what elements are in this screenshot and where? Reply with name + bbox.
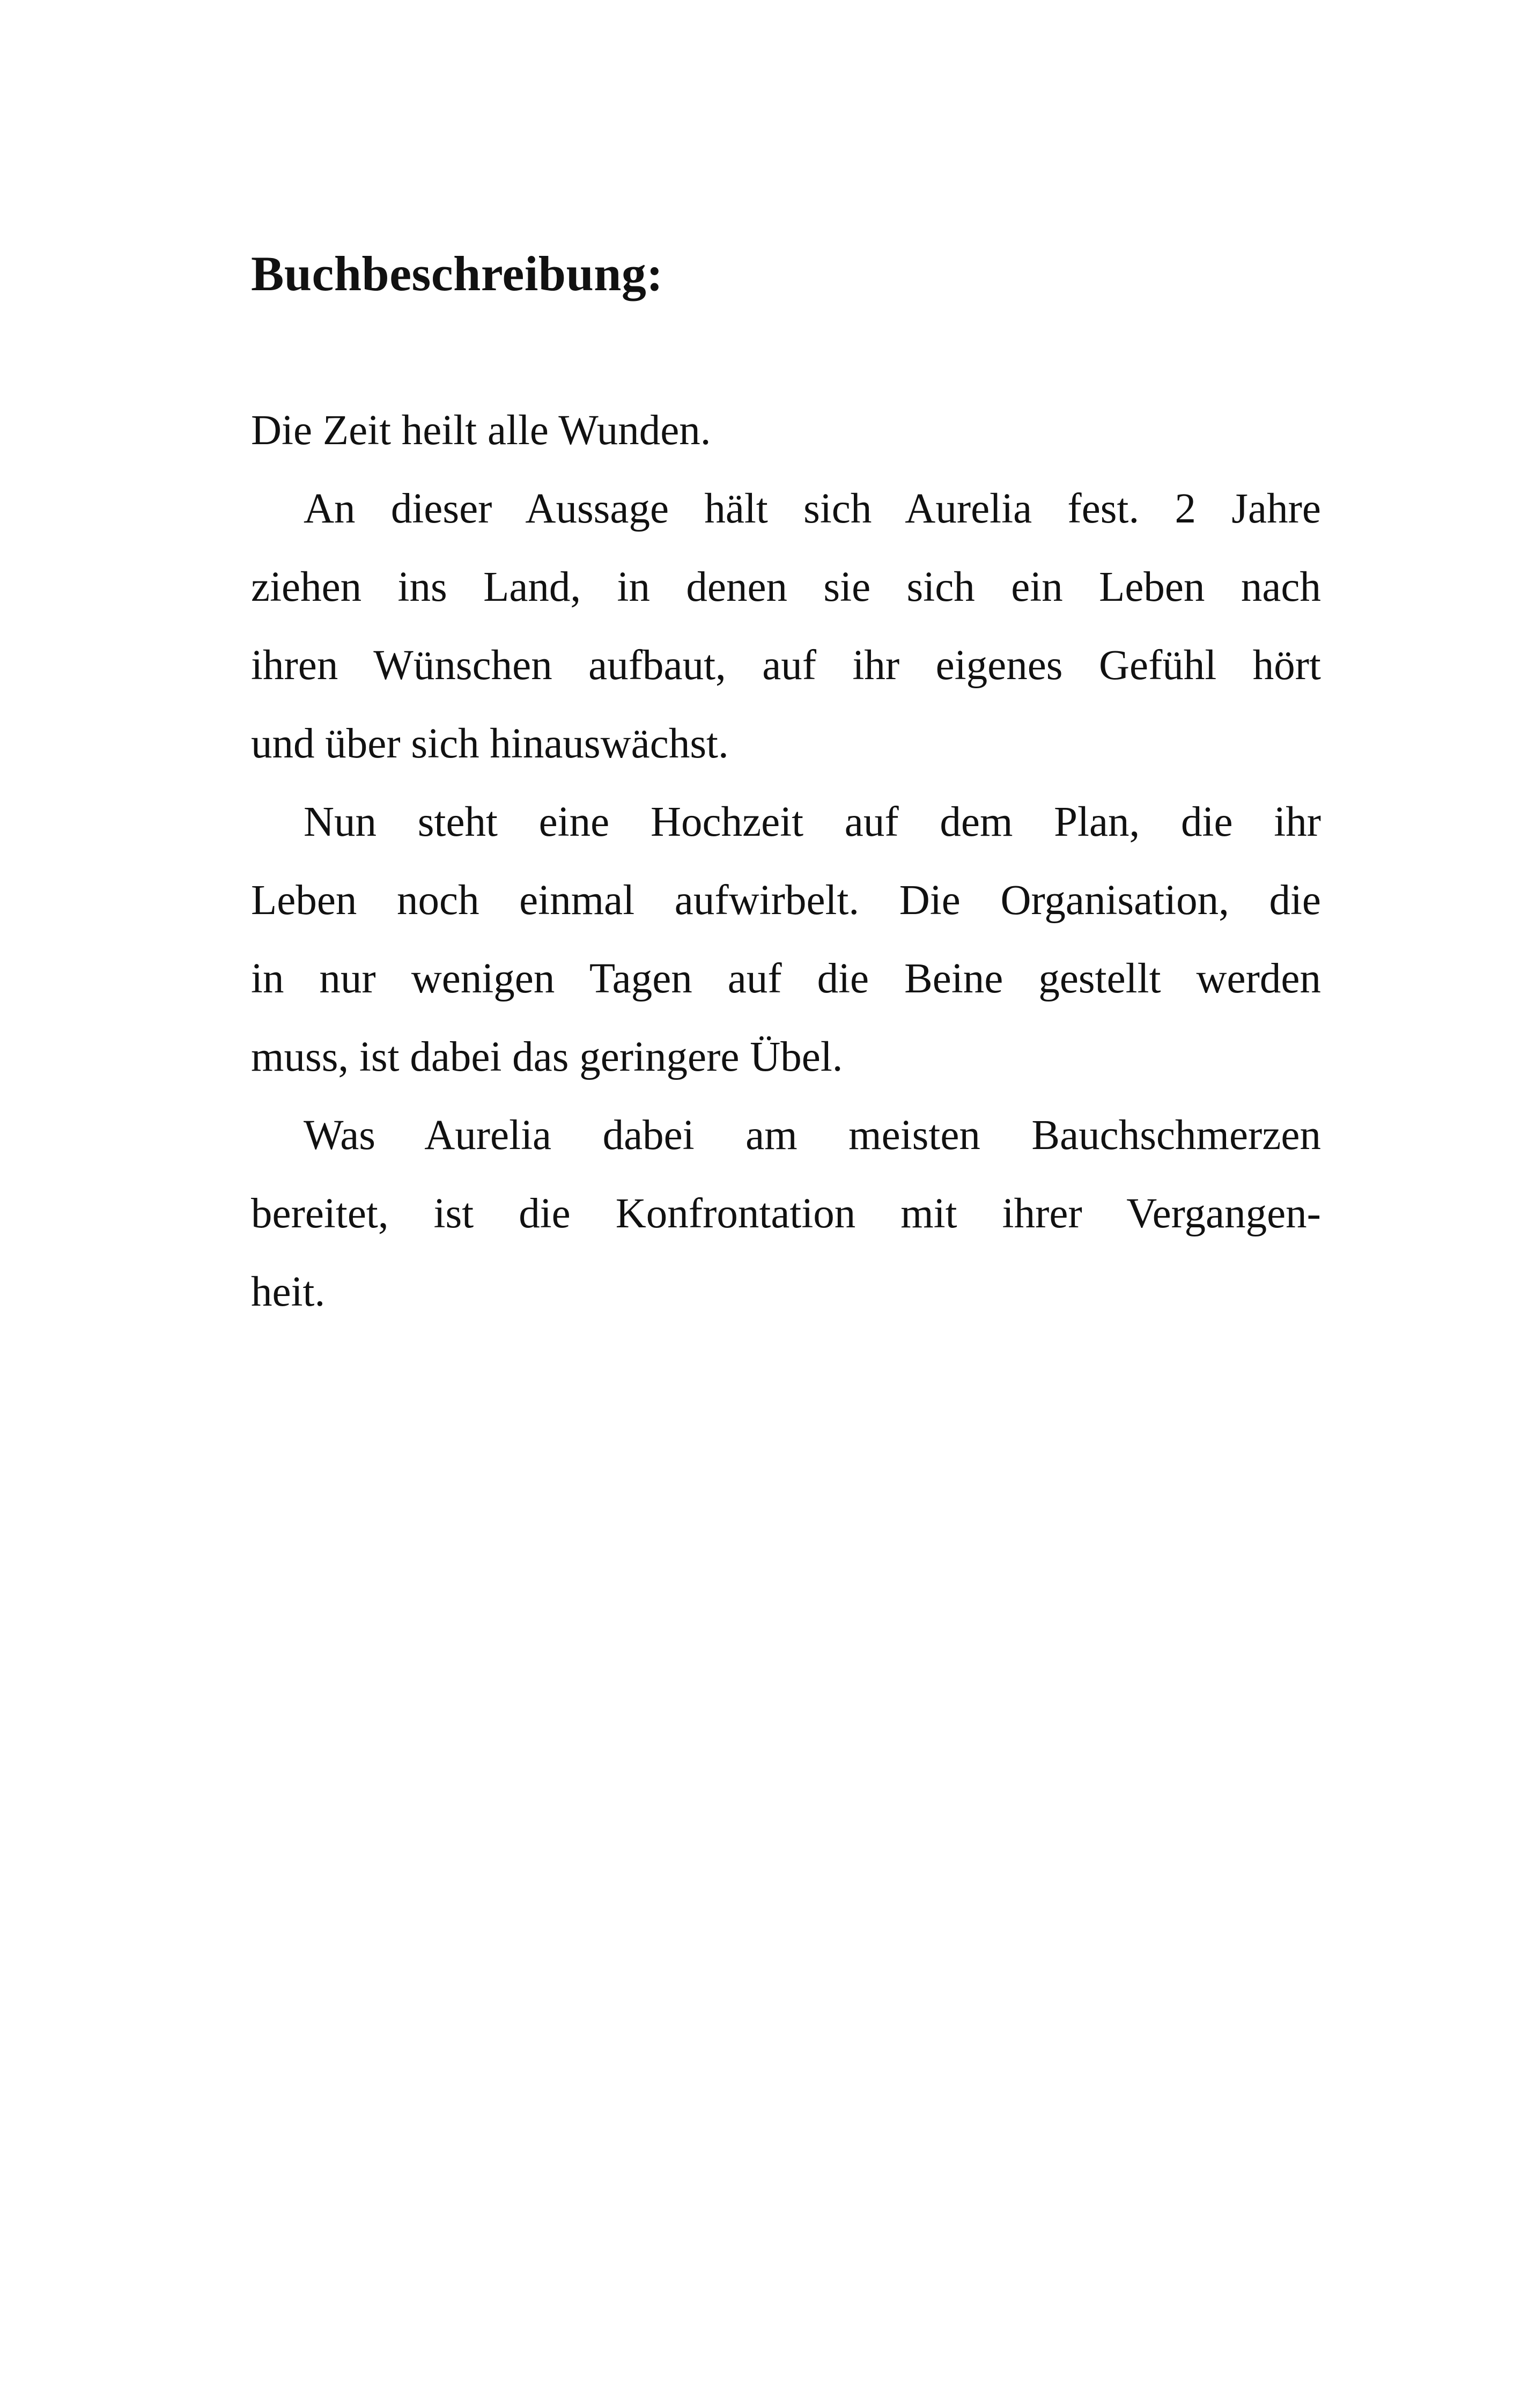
opening-line: Die Zeit heilt alle Wunden. bbox=[251, 407, 711, 454]
page-content bbox=[251, 236, 1321, 1331]
text-line: in nur wenigen Tagen auf die Beine gestellt werden bbox=[251, 955, 1321, 1002]
text-line: Nun steht eine Hochzeit auf dem Plan, die ihr bbox=[304, 799, 1321, 845]
text-line: Was Aurelia dabei am meisten Bauchschmerzen bbox=[304, 1112, 1321, 1159]
text-line: An dieser Aussage hält sich Aurelia fest. 2 Jahre bbox=[304, 485, 1321, 532]
text-line: ziehen ins Land, in denen sie sich ein Leben nach bbox=[251, 564, 1321, 610]
paragraph-1 bbox=[251, 470, 1321, 783]
paragraph-2 bbox=[251, 783, 1321, 1096]
page-heading: Buchbeschreibung: bbox=[251, 246, 663, 301]
text-line: muss, ist dabei das geringere Übel. bbox=[251, 1034, 843, 1080]
text-line: heit. bbox=[251, 1269, 326, 1315]
text-line: Leben noch einmal aufwirbelt. Die Organisation, die bbox=[251, 877, 1321, 924]
description-text bbox=[251, 392, 1321, 1331]
text-line: und über sich hinauswächst. bbox=[251, 720, 729, 767]
text-line: bereitet, ist die Konfrontation mit ihrer Vergangen- bbox=[251, 1190, 1321, 1237]
paragraph-3 bbox=[251, 1096, 1321, 1331]
text-line: ihren Wünschen aufbaut, auf ihr eigenes Gefühl hört bbox=[251, 642, 1321, 689]
